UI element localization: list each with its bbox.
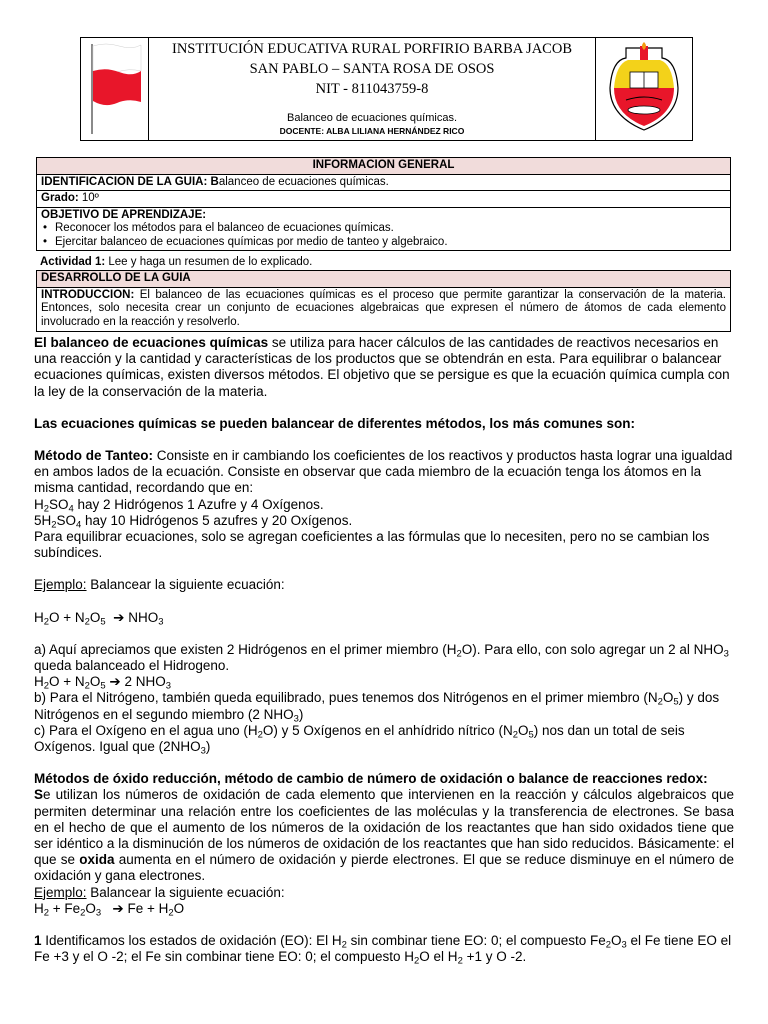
guide-id-value: alanceo de ecuaciones químicas.	[218, 175, 389, 188]
example-text: Balancear la siguiente ecuación:	[86, 577, 285, 593]
institution-name: INSTITUCIÓN EDUCATIVA RURAL PORFIRIO BARBA JACOB	[171, 41, 572, 57]
equation-1-balanced: $H_2O + N_2O_5$ ➔ 2 $NHO_3$	[34, 674, 171, 692]
h2so4-text: hay 2 Hidrógenos 1 Azufre y 4 Oxígenos.	[73, 496, 324, 512]
objective-item: • Ejercitar balanceo de ecuaciones químicas por medio de tanteo y algebraico.	[41, 236, 726, 250]
guide-id-letter: B	[210, 175, 219, 188]
activity-text: Lee y haga un resumen de lo explicado.	[108, 256, 313, 268]
institution-nit: NIT - 811043759-8	[315, 81, 429, 97]
tanteo-paragraph	[34, 448, 734, 497]
introduction-row	[37, 288, 730, 331]
step-b: b) Para el Nitrógeno, también queda equilibrado, pues tenemos dos Nitrógenos en el primer miembro $(N_2O_5)$ y dos Nitrógenos en el segundo miembro (2 $NHO_3$)	[34, 690, 720, 725]
activity-label: Actividad 1:	[40, 256, 109, 268]
intro-paragraph	[34, 335, 734, 400]
objective-item: • Reconocer los métodos para el balanceo de ecuaciones químicas.	[41, 222, 726, 236]
flag-cell	[81, 38, 149, 140]
guide-id-label: IDENTIFICACION DE LA GUIA:	[41, 175, 211, 188]
arrow-icon: ➔	[109, 674, 121, 690]
grade-row	[37, 191, 730, 208]
redox-paragraph: Se utilizan los números de oxidación de cada elemento que intervienen en la reacción y cálculos algebraicos que permiten determinar una relación entre los coeficientes de las moléculas y la transferencia de electrones. Se basa en el hecho de que el aumento de los números de la oxidación de los reactantes que han sido oxidados tiene que ser idéntico a la disminución de los números de oxidación de los reactantes que han sido reducidos. Básicamente: el que se oxida aumenta en el número de oxidación y pierde electrones. El que se reduce disminuye en el número de oxidación y gana electrones.	[34, 787, 734, 884]
example-label: Ejemplo:	[34, 577, 87, 593]
institution-location: SAN PABLO – SANTA ROSA DE OSOS	[249, 61, 495, 77]
general-info-table	[36, 157, 731, 251]
equation-2: $H_2 + Fe_2O_3$ ➔ $Fe + H_2O$	[34, 900, 185, 919]
flag-icon	[81, 38, 148, 140]
arrow-icon: ➔	[112, 900, 124, 916]
document-header	[80, 37, 693, 141]
crest-cell	[595, 38, 692, 140]
grade-label: Grado:	[41, 192, 82, 204]
intro-bold-phrase: El balanceo de ecuaciones químicas	[34, 335, 269, 350]
objectives-row	[37, 208, 730, 251]
introduction-text: El balanceo de las ecuaciones químicas es el proceso que permite garantizar la conservación de la materia. Entonces, solo necesita crear un conjunto de ecuaciones algebraicas que expresen el número de átomos de cada elemento involucrado en la reacción y resolverlo.	[41, 288, 727, 328]
intro-paragraph-text: se utiliza para hacer cálculos de las cantidades de reactivos necesarios en una reacción y la cantidad y características de los productos que se obtendrán en esta. Para equilibrar o balancear ecuaciones químicas, existen diversos métodos. El objetivo que se persigue es que la ecuación química cumpla con la ley de la conservación de la materia.	[34, 335, 730, 399]
teacher-name: DOCENTE: ALBA LILIANA HERNÁNDEZ RICO	[279, 126, 465, 136]
five-h2so4-text: hay 10 Hidrógenos 5 azufres y 20 Oxígenos.	[81, 512, 353, 528]
equation-1: $H_2O + N_2O_5$ ➔ $NHO_3$	[34, 609, 164, 627]
arrow-icon: ➔	[113, 609, 125, 625]
development-title: DESARROLLO DE LA GUIA	[37, 271, 730, 288]
methods-heading: Las ecuaciones químicas se pueden balancear de diferentes métodos, los más comunes son:	[34, 415, 635, 431]
introduction-label: INTRODUCCION:	[41, 288, 140, 301]
guide-id-row	[37, 175, 730, 192]
activity-line	[40, 256, 312, 269]
example-1-line	[34, 577, 734, 593]
general-info-title: INFORMACION GENERAL	[37, 158, 730, 175]
five-h2so4-line: $5H_2SO_4$ hay 10 Hidrógenos 5 azufres y 20 Oxígenos.	[34, 512, 353, 531]
redox-heading: Métodos de óxido reducción, método de cambio de número de oxidación o balance de reacciones redox:	[34, 771, 708, 787]
h2so4-line: $H_2SO_4$ hay 2 Hidrógenos 1 Azufre y 4 Oxígenos.	[34, 496, 324, 514]
grade-value: 10º	[81, 192, 99, 204]
development-table	[36, 270, 731, 332]
guide-topic: Balanceo de ecuaciones químicas.	[287, 112, 457, 124]
objectives-label: OBJETIVO DE APRENDIZAJE:	[41, 208, 207, 221]
step-a: a) Aquí apreciamos que existen 2 Hidrógenos en el primer miembro $(H_2O)$. Para ello, con solo agregar un 2 al $NHO_3$ queda balanceado el Hidrogeno.	[34, 641, 729, 674]
school-crest-icon	[596, 38, 692, 140]
coefficient-note: Para equilibrar ecuaciones, solo se agregan coeficientes a las fórmulas que lo necesiten, pero no se cambian los subíndices.	[34, 529, 710, 561]
header-text	[149, 38, 595, 136]
example-2-line: Ejemplo: Balancear la siguiente ecuación:	[34, 884, 285, 900]
step-c: c) Para el Oxígeno en el agua uno $(H_2O)$ y 5 Oxígenos en el anhídrido nítrico $(N_2O_5)$ nos dan un total de seis Oxígenos. Igual que $(2NHO_3)$	[34, 722, 685, 757]
tanteo-label: Método de Tanteo:	[34, 448, 153, 464]
tanteo-text: Consiste en ir cambiando los coeficientes de los reactivos y productos hasta lograr una igualdad en ambos lados de la ecuación. Consiste en observar que cada miembro de la ecuación tenga los átomos en la misma cantidad, recordando que en:	[34, 448, 733, 496]
step-1: 1 Identificamos los estados de oxidación (EO): El $H_2$ sin combinar tiene EO: 0; el compuesto $Fe_2O_3$ el Fe tiene EO el Fe +3 y el O -2; el Fe sin combinar tiene EO: 0; el compuesto $H_2O$ el $H_2 +1$ y O -2.	[34, 933, 732, 967]
main-content	[34, 335, 734, 966]
